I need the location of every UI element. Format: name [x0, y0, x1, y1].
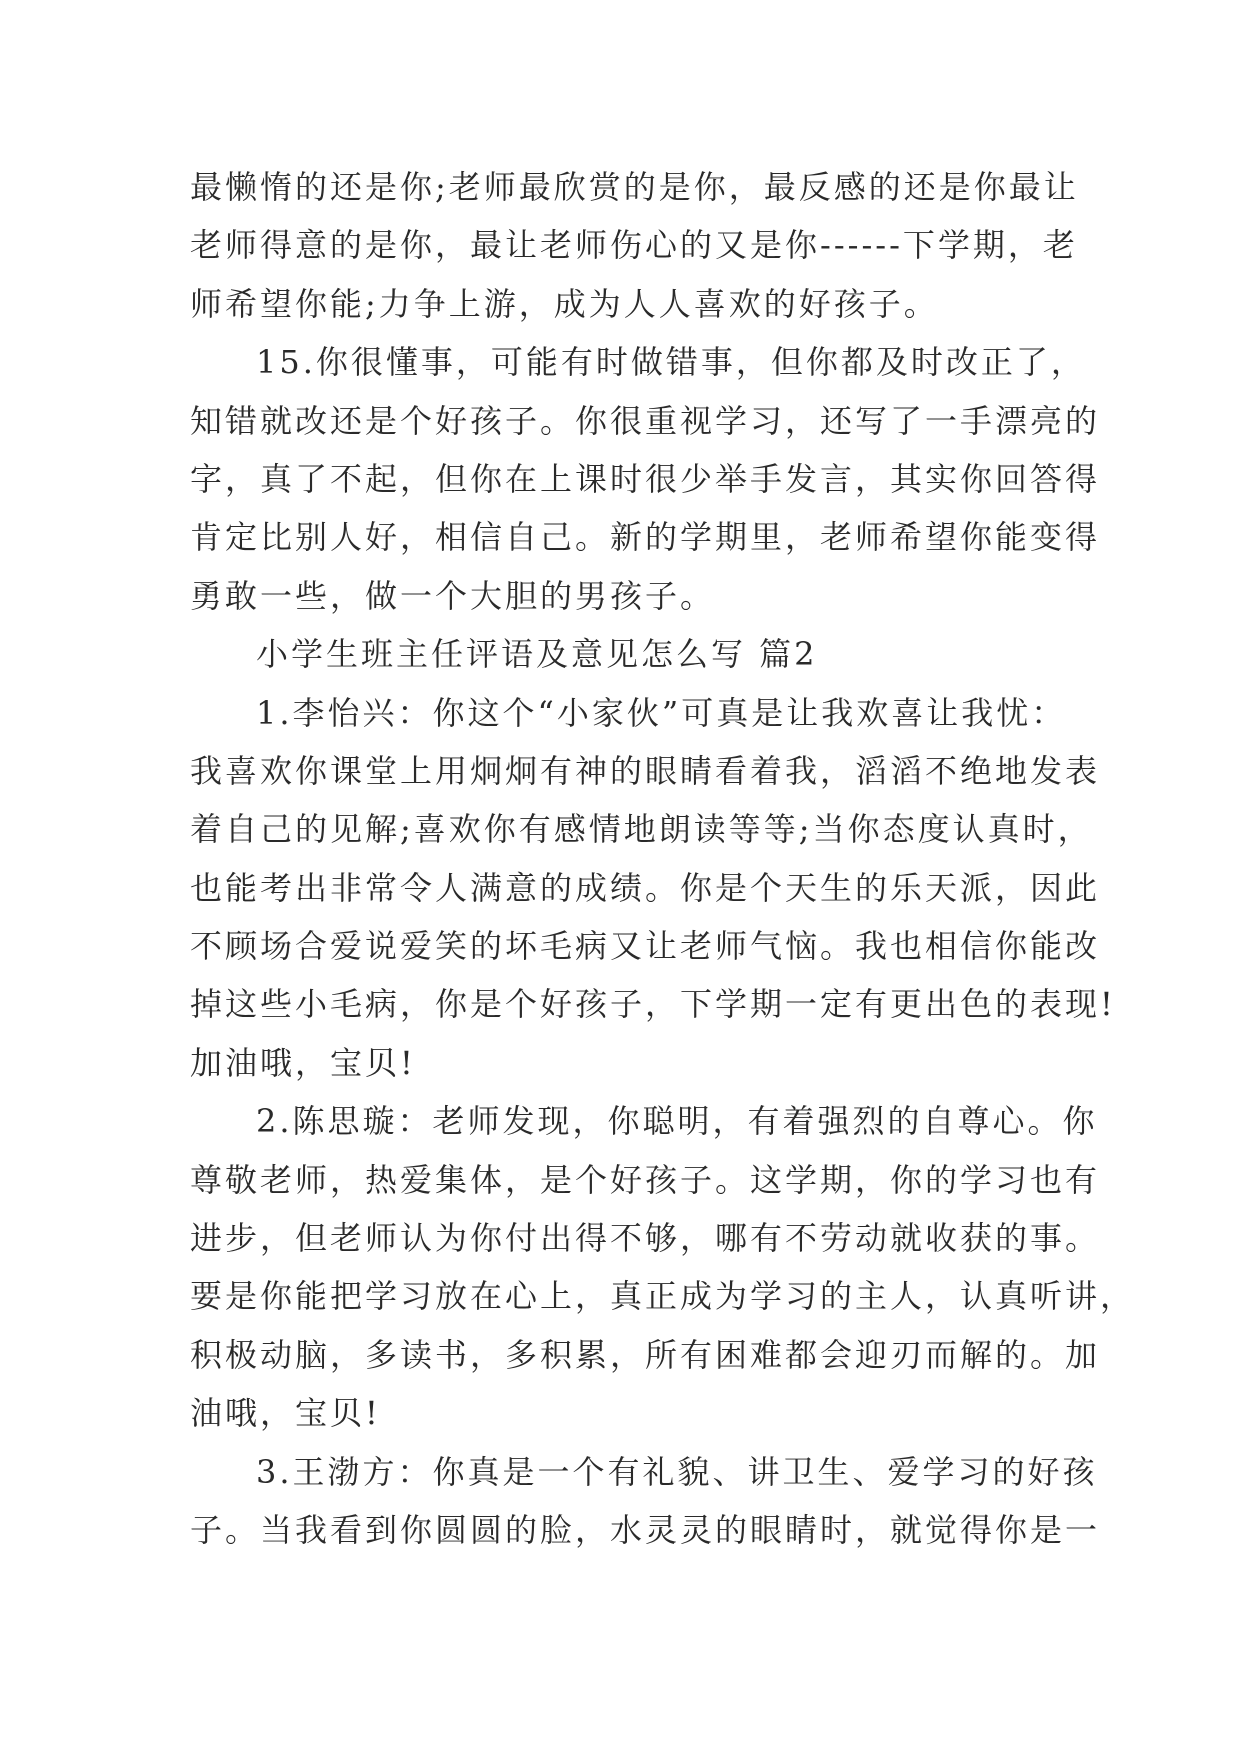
text-line: 加油哦，宝贝! [190, 1043, 416, 1082]
text-line: 小学生班主任评语及意见怎么写 篇2 [256, 635, 818, 674]
text-line: 最懒惰的还是你;老师最欣赏的是你，最反感的还是你最让 [190, 168, 1079, 206]
text-line: 知错就改还是个好孩子。你很重视学习，还写了一手漂亮的 [190, 401, 1101, 440]
document-body [190, 158, 1136, 1559]
text-line: 1.李怡兴：你这个“小家伙”可真是让我欢喜让我忧： [256, 693, 1067, 732]
text-line: 积极动脑，多读书，多积累，所有困难都会迎刃而解的。加 [190, 1335, 1101, 1374]
text-line: 肯定比别人好，相信自己。新的学期里，老师希望你能变得 [190, 518, 1101, 557]
text-line: 字，真了不起，但你在上课时很少举手发言，其实你回答得 [190, 459, 1101, 498]
text-line: 老师得意的是你，最让老师伤心的又是你------下学期，老 [190, 226, 1078, 265]
text-line: 师希望你能;力争上游，成为人人喜欢的好孩子。 [190, 284, 939, 323]
text-line: 要是你能把学习放在心上，真正成为学习的主人，认真听讲， [190, 1277, 1136, 1316]
text-line: 进步，但老师认为你付出得不够，哪有不劳动就收获的事。 [190, 1219, 1101, 1258]
text-line: 油哦，宝贝! [190, 1394, 381, 1433]
text-line: 不顾场合爱说爱笑的坏毛病又让老师气恼。我也相信你能改 [190, 927, 1101, 966]
text-line: 2.陈思璇：老师发现，你聪明，有着强烈的自尊心。你 [256, 1102, 1098, 1141]
text-line: 我喜欢你课堂上用炯炯有神的眼睛看着我，滔滔不绝地发表 [190, 751, 1101, 790]
text-line: 掉这些小毛病，你是个好孩子，下学期一定有更出色的表现! [190, 985, 1116, 1024]
text-line: 尊敬老师，热爱集体，是个好孩子。这学期，你的学习也有 [190, 1160, 1101, 1199]
text-line: 子。当我看到你圆圆的脸，水灵灵的眼睛时，就觉得你是一 [190, 1510, 1101, 1549]
text-line: 勇敢一些，做一个大胆的男孩子。 [190, 576, 716, 615]
text-line: 着自己的见解;喜欢你有感情地朗读等等;当你态度认真时， [190, 810, 1093, 849]
text-line: 也能考出非常令人满意的成绩。你是个天生的乐天派，因此 [190, 868, 1101, 907]
text-line: 3.王渤方：你真是一个有礼貌、讲卫生、爱学习的好孩 [256, 1452, 1098, 1491]
text-line: 15.你很懂事，可能有时做错事，但你都及时改正了， [256, 343, 1086, 382]
